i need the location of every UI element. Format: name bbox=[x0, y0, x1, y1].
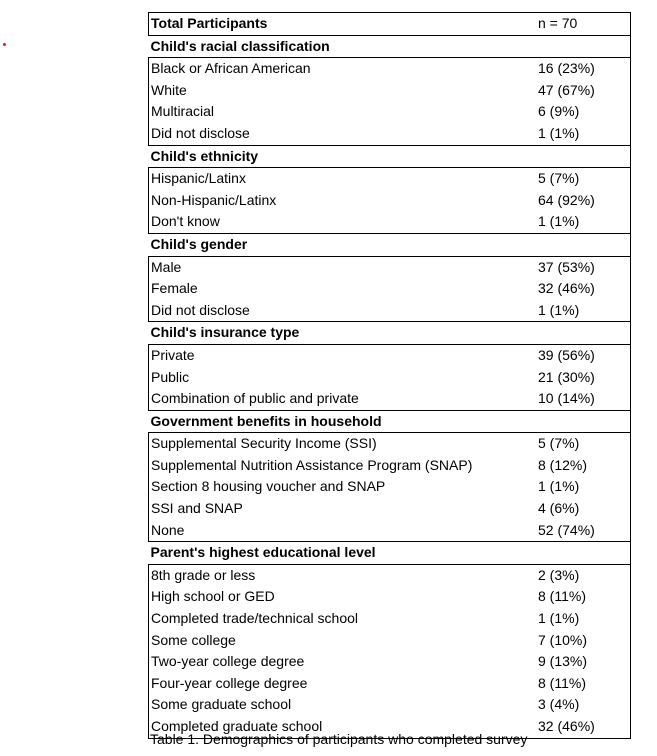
row-label: Black or African American bbox=[149, 58, 536, 80]
section-header-row bbox=[149, 35, 631, 58]
row-value: 1 (1%) bbox=[535, 123, 631, 145]
section-title: Parent's highest educational level bbox=[149, 542, 631, 565]
row-label: Section 8 housing voucher and SNAP bbox=[149, 476, 536, 498]
row-value: 8 (12%) bbox=[535, 455, 631, 477]
section-header-row bbox=[149, 145, 631, 168]
table-row bbox=[149, 520, 631, 542]
row-label: Completed trade/technical school bbox=[149, 608, 536, 630]
row-value: 3 (4%) bbox=[535, 694, 631, 716]
table-row bbox=[149, 190, 631, 212]
row-value: 1 (1%) bbox=[535, 608, 631, 630]
section-title: Child's ethnicity bbox=[149, 145, 631, 168]
row-value: 8 (11%) bbox=[535, 586, 631, 608]
section-title: Child's gender bbox=[149, 233, 631, 256]
total-participants-value: n = 70 bbox=[535, 13, 631, 36]
section-title: Child's racial classification bbox=[149, 35, 631, 58]
row-value: 4 (6%) bbox=[535, 498, 631, 520]
row-label: Female bbox=[149, 278, 536, 300]
section-header-row bbox=[149, 410, 631, 433]
section-header-row bbox=[149, 542, 631, 565]
red-marker-dot bbox=[3, 43, 6, 46]
table-row bbox=[149, 586, 631, 608]
table-row bbox=[149, 433, 631, 455]
table-row bbox=[149, 123, 631, 145]
row-label: Combination of public and private bbox=[149, 388, 536, 410]
row-value: 32 (46%) bbox=[535, 716, 631, 738]
section-title: Child's insurance type bbox=[149, 322, 631, 345]
section-title: Government benefits in household bbox=[149, 410, 631, 433]
row-value: 5 (7%) bbox=[535, 168, 631, 190]
row-value: 10 (14%) bbox=[535, 388, 631, 410]
table-header-row bbox=[149, 13, 631, 36]
row-label: Private bbox=[149, 344, 536, 366]
table-row bbox=[149, 673, 631, 695]
row-label: White bbox=[149, 80, 536, 102]
row-value: 7 (10%) bbox=[535, 630, 631, 652]
section-header-row bbox=[149, 233, 631, 256]
row-value: 39 (56%) bbox=[535, 344, 631, 366]
section-header-row bbox=[149, 322, 631, 345]
row-label: Some graduate school bbox=[149, 694, 536, 716]
row-value: 1 (1%) bbox=[535, 300, 631, 322]
row-label: 8th grade or less bbox=[149, 564, 536, 586]
row-value: 8 (11%) bbox=[535, 673, 631, 695]
table-row bbox=[149, 476, 631, 498]
row-value: 21 (30%) bbox=[535, 367, 631, 389]
row-label: Supplemental Nutrition Assistance Program (SNAP) bbox=[149, 455, 536, 477]
table-row bbox=[149, 388, 631, 410]
table-row bbox=[149, 498, 631, 520]
row-label: SSI and SNAP bbox=[149, 498, 536, 520]
row-label: Some college bbox=[149, 630, 536, 652]
row-label: Multiracial bbox=[149, 101, 536, 123]
row-value: 9 (13%) bbox=[535, 651, 631, 673]
row-label: Supplemental Security Income (SSI) bbox=[149, 433, 536, 455]
row-label: High school or GED bbox=[149, 586, 536, 608]
table-row bbox=[149, 58, 631, 80]
table-row bbox=[149, 278, 631, 300]
row-label: None bbox=[149, 520, 536, 542]
row-value: 6 (9%) bbox=[535, 101, 631, 123]
table-row bbox=[149, 80, 631, 102]
table-row bbox=[149, 608, 631, 630]
table-row bbox=[149, 694, 631, 716]
table-row bbox=[149, 211, 631, 233]
row-label: Did not disclose bbox=[149, 300, 536, 322]
table-row bbox=[149, 564, 631, 586]
row-value: 47 (67%) bbox=[535, 80, 631, 102]
row-value: 32 (46%) bbox=[535, 278, 631, 300]
table-row bbox=[149, 651, 631, 673]
row-label: Non-Hispanic/Latinx bbox=[149, 190, 536, 212]
table-caption: Table 1. Demographics of participants who completed survey bbox=[150, 731, 528, 747]
row-label: Four-year college degree bbox=[149, 673, 536, 695]
row-label: Male bbox=[149, 256, 536, 278]
row-value: 64 (92%) bbox=[535, 190, 631, 212]
table-row bbox=[149, 168, 631, 190]
demographics-table bbox=[148, 12, 631, 739]
table-row bbox=[149, 300, 631, 322]
demographics-table-body bbox=[149, 13, 631, 739]
row-value: 5 (7%) bbox=[535, 433, 631, 455]
row-value: 1 (1%) bbox=[535, 476, 631, 498]
row-label: Don't know bbox=[149, 211, 536, 233]
table-row bbox=[149, 344, 631, 366]
table-row bbox=[149, 101, 631, 123]
table-row bbox=[149, 630, 631, 652]
row-label: Public bbox=[149, 367, 536, 389]
row-value: 16 (23%) bbox=[535, 58, 631, 80]
row-label: Completed graduate school bbox=[149, 716, 536, 738]
total-participants-label: Total Participants bbox=[149, 13, 536, 36]
table-row bbox=[149, 367, 631, 389]
row-label: Hispanic/Latinx bbox=[149, 168, 536, 190]
row-value: 2 (3%) bbox=[535, 564, 631, 586]
row-value: 52 (74%) bbox=[535, 520, 631, 542]
row-label: Two-year college degree bbox=[149, 651, 536, 673]
row-value: 37 (53%) bbox=[535, 256, 631, 278]
row-label: Did not disclose bbox=[149, 123, 536, 145]
row-value: 1 (1%) bbox=[535, 211, 631, 233]
table-row bbox=[149, 256, 631, 278]
table-row bbox=[149, 455, 631, 477]
